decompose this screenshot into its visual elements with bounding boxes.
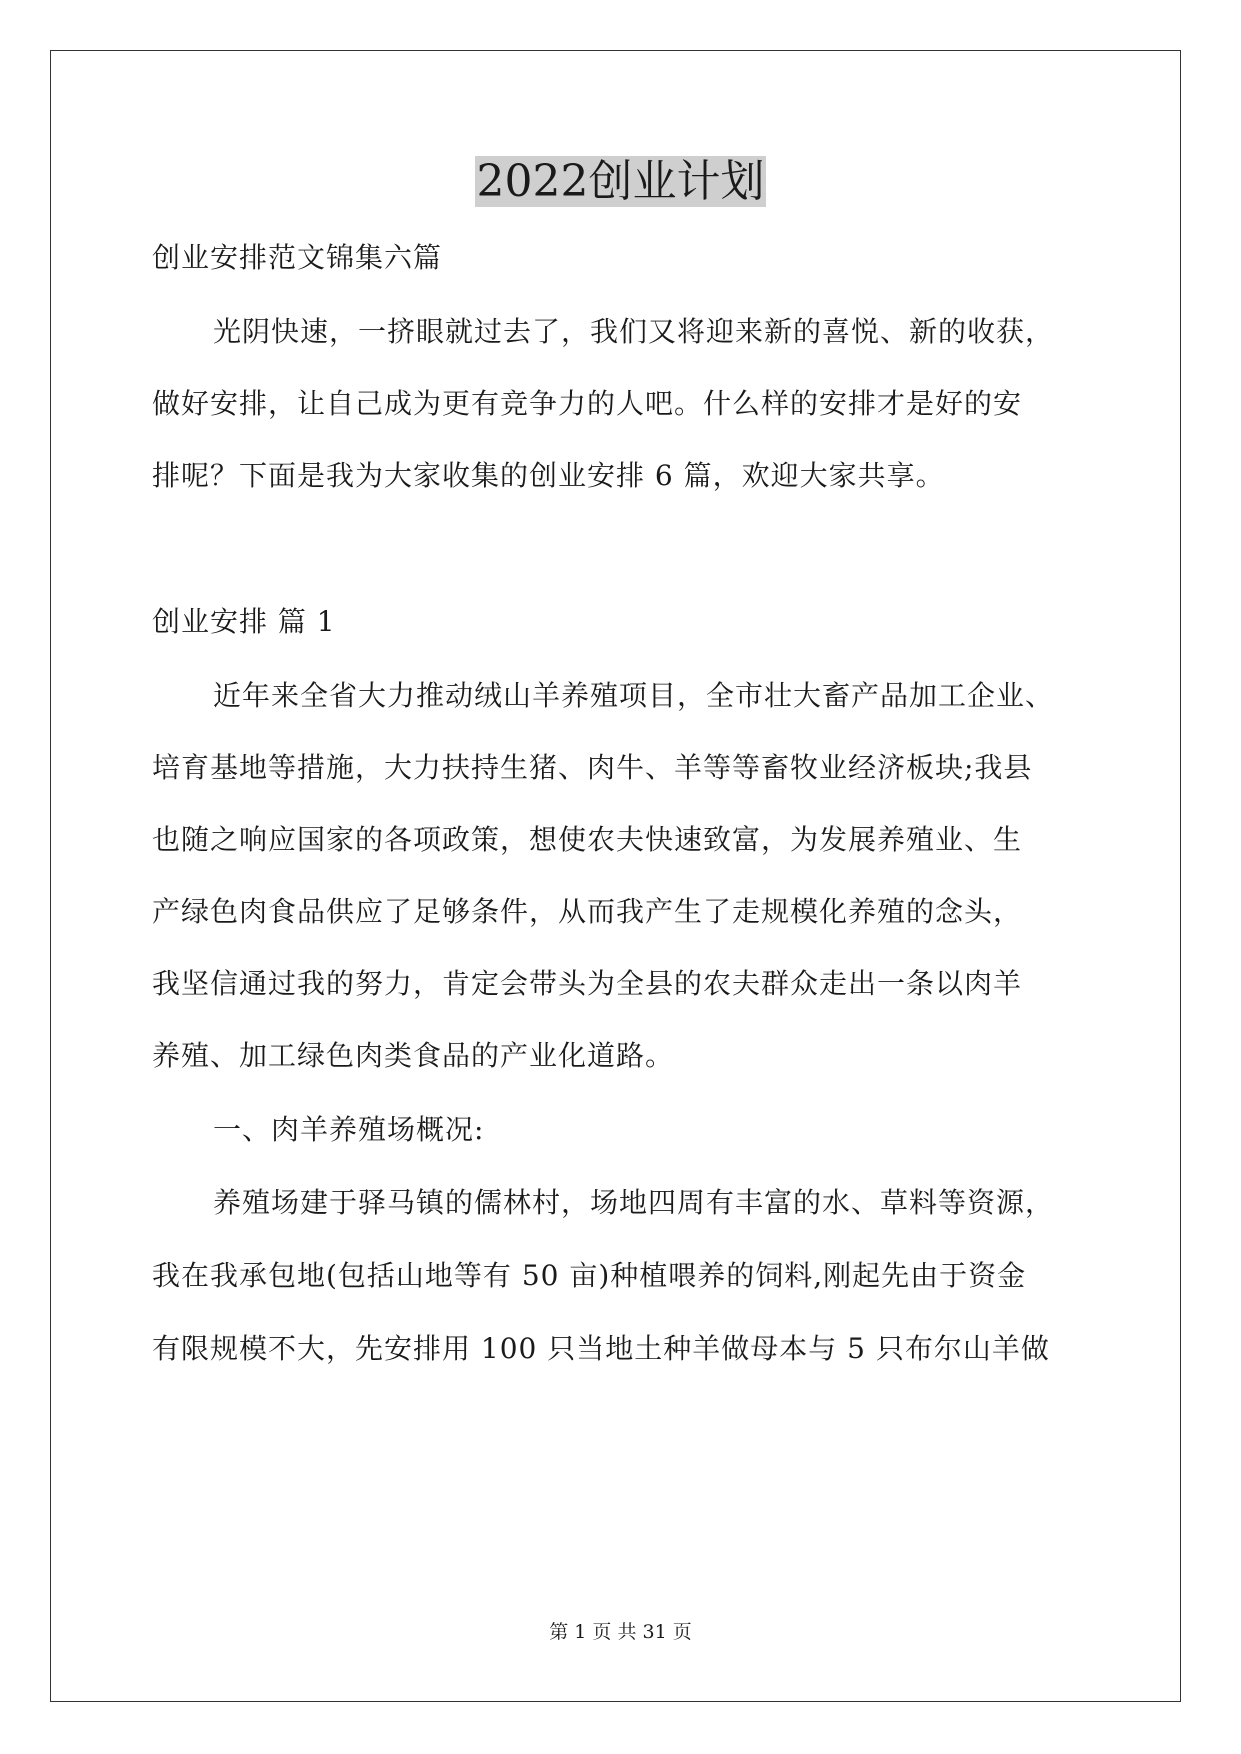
- subtitle: 创业安排范文锦集六篇: [152, 241, 443, 274]
- section-heading: 创业安排 篇 1: [152, 605, 336, 638]
- intro-line: 排呢？下面是我为大家收集的创业安排 6 篇，欢迎大家共享。: [152, 459, 945, 492]
- subheading: 一、肉羊养殖场概况:: [213, 1113, 485, 1146]
- paragraph-line: 产绿色肉食品供应了足够条件，从而我产生了走规模化养殖的念头，: [152, 895, 1023, 928]
- paragraph-line: 近年来全省大力推动绒山羊养殖项目，全市壮大畜产品加工企业、: [213, 679, 1055, 712]
- paragraph-line: 养殖场建于驿马镇的儒林村，场地四周有丰富的水、草料等资源，: [213, 1186, 1055, 1219]
- paragraph-line: 我在我承包地(包括山地等有 50 亩)种植喂养的饲料,刚起先由于资金: [152, 1259, 1027, 1292]
- intro-line: 做好安排，让自己成为更有竞争力的人吧。什么样的安排才是好的安: [152, 387, 1023, 420]
- paragraph-line: 我坚信通过我的努力，肯定会带头为全县的农夫群众走出一条以肉羊: [152, 967, 1023, 1000]
- page-footer: 第 1 页 共 31 页: [549, 1621, 692, 1643]
- page-border: [50, 50, 1181, 1702]
- paragraph-line: 也随之响应国家的各项政策，想使农夫快速致富，为发展养殖业、生: [152, 823, 1023, 856]
- document-title: 2022创业计划: [476, 156, 765, 207]
- intro-line: 光阴快速，一挤眼就过去了，我们又将迎来新的喜悦、新的收获，: [213, 315, 1055, 348]
- paragraph-line: 养殖、加工绿色肉类食品的产业化道路。: [152, 1039, 675, 1072]
- paragraph-line: 有限规模不大，先安排用 100 只当地土种羊做母本与 5 只布尔山羊做: [152, 1332, 1050, 1365]
- paragraph-line: 培育基地等措施，大力扶持生猪、肉牛、羊等等畜牧业经济板块;我县: [152, 751, 1033, 784]
